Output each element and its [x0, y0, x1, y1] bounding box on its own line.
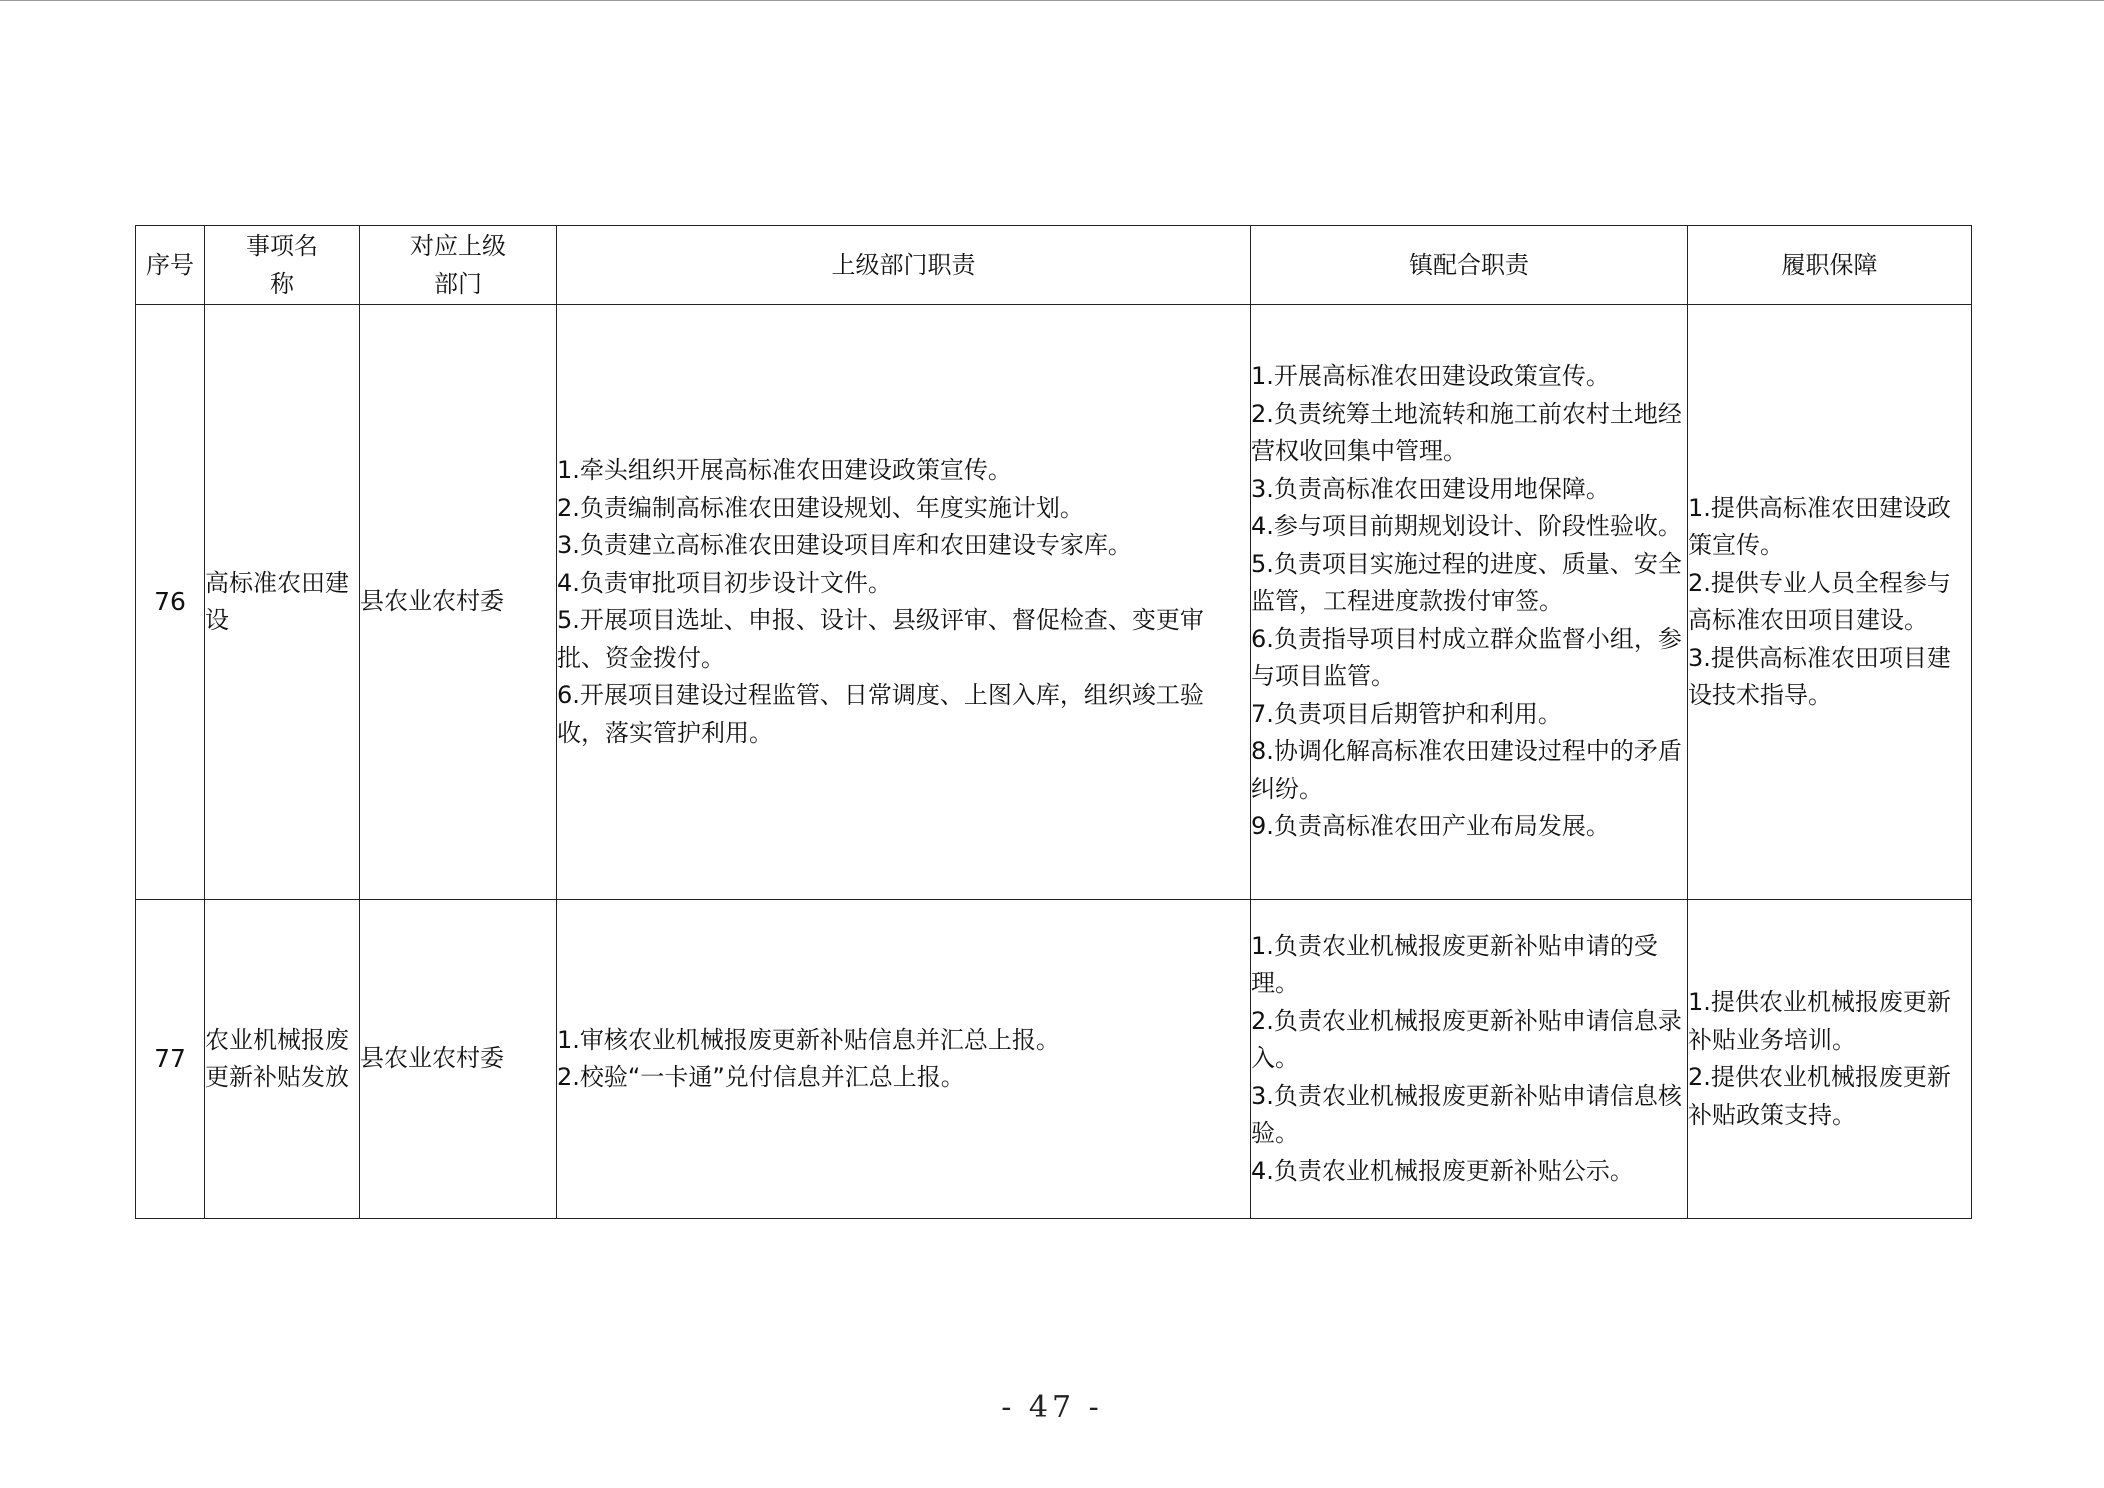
- list-item: 2.提供农业机械报废更新补贴政策支持。: [1688, 1063, 1951, 1129]
- upper-duty-cell: [557, 305, 1251, 900]
- page-number: - 47 -: [1001, 1390, 1103, 1425]
- header-no: [136, 226, 205, 305]
- list-item: 3.负责农业机械报废更新补贴申请信息核验。: [1251, 1081, 1682, 1148]
- table-header-row: [136, 226, 1972, 305]
- town-duty-cell: [1251, 900, 1688, 1219]
- list-item: 1.负责农业机械报废更新补贴申请的受理。: [1251, 931, 1658, 998]
- list-item: 5.负责项目实施过程的进度、质量、安全监管，工程进度款拨付审签。: [1251, 549, 1682, 616]
- row-no-cell: 77: [136, 900, 205, 1219]
- duty-table: [135, 225, 1972, 1219]
- list-item: 3.负责高标准农田建设用地保障。: [1251, 474, 1610, 503]
- header-name-label: 事项名称: [246, 232, 318, 298]
- list-item: 6.负责指导项目村成立群众监督小组，参与项目监管。: [1251, 624, 1682, 691]
- guarantee-list: [1688, 490, 1971, 715]
- town-duty-cell: [1251, 305, 1688, 900]
- guarantee-cell: [1688, 305, 1972, 900]
- header-name: [205, 226, 360, 305]
- guarantee-cell: [1688, 900, 1972, 1219]
- table-row: [136, 900, 1972, 1219]
- list-item: 4.负责审批项目初步设计文件。: [557, 568, 892, 597]
- upper-dept-cell: 县农业农村委: [360, 305, 557, 900]
- list-item: 1.提供农业机械报废更新补贴业务培训。: [1688, 988, 1951, 1054]
- list-item: 5.开展项目选址、申报、设计、县级评审、督促检查、变更审批、资金拨付。: [557, 606, 1204, 672]
- header-guarantee-label: 履职保障: [1781, 251, 1878, 279]
- list-item: 2.负责编制高标准农田建设规划、年度实施计划。: [557, 493, 1084, 522]
- header-upper-duty: [557, 226, 1251, 305]
- list-item: 3.负责建立高标准农田建设项目库和农田建设专家库。: [557, 531, 1132, 559]
- list-item: 1.审核农业机械报废更新补贴信息并汇总上报。: [557, 1025, 1060, 1054]
- town-duty-list: [1251, 358, 1687, 846]
- upper-duty-cell: [557, 900, 1251, 1219]
- list-item: 1.提供高标准农田建设政策宣传。: [1688, 493, 1951, 559]
- town-duty-list: [1251, 928, 1687, 1191]
- header-upper-duty-label: 上级部门职责: [831, 251, 976, 279]
- header-guarantee: [1688, 226, 1972, 305]
- upper-dept-cell: 县农业农村委: [360, 900, 557, 1219]
- list-item: 2.负责农业机械报废更新补贴申请信息录入。: [1251, 1006, 1682, 1073]
- list-item: 2.校验“一卡通”兑付信息并汇总上报。: [557, 1063, 965, 1091]
- row-no-cell: 76: [136, 305, 205, 900]
- list-item: 4.参与项目前期规划设计、阶段性验收。: [1251, 512, 1682, 541]
- list-item: 9.负责高标准农田产业布局发展。: [1251, 812, 1610, 841]
- upper-duty-list: [557, 452, 1250, 752]
- header-dept: [360, 226, 557, 305]
- list-item: 3.提供高标准农田项目建设技术指导。: [1688, 643, 1951, 709]
- header-town-duty: [1251, 226, 1688, 305]
- list-item: 7.负责项目后期管护和利用。: [1251, 699, 1562, 728]
- list-item: 2.提供专业人员全程参与高标准农田项目建设。: [1688, 568, 1951, 634]
- header-dept-label: 对应上级部门: [410, 232, 506, 298]
- header-no-label: 序号: [146, 251, 194, 279]
- item-name-cell: 高标准农田建设: [205, 305, 360, 900]
- list-item: 8.协调化解高标准农田建设过程中的矛盾纠纷。: [1251, 737, 1682, 803]
- guarantee-list: [1688, 984, 1971, 1134]
- upper-duty-list: [557, 1022, 1250, 1097]
- list-item: 1.开展高标准农田建设政策宣传。: [1251, 362, 1610, 391]
- list-item: 6.开展项目建设过程监管、日常调度、上图入库，组织竣工验收，落实管护利用。: [557, 681, 1204, 747]
- list-item: 4.负责农业机械报废更新补贴公示。: [1251, 1156, 1634, 1185]
- table-row: [136, 305, 1972, 900]
- header-town-duty-label: 镇配合职责: [1409, 251, 1529, 279]
- page-top-border: [0, 0, 2104, 1]
- item-name-cell: 农业机械报废更新补贴发放: [205, 900, 360, 1219]
- list-item: 1.牵头组织开展高标准农田建设政策宣传。: [557, 456, 1012, 484]
- list-item: 2.负责统筹土地流转和施工前农村土地经营权收回集中管理。: [1251, 399, 1682, 466]
